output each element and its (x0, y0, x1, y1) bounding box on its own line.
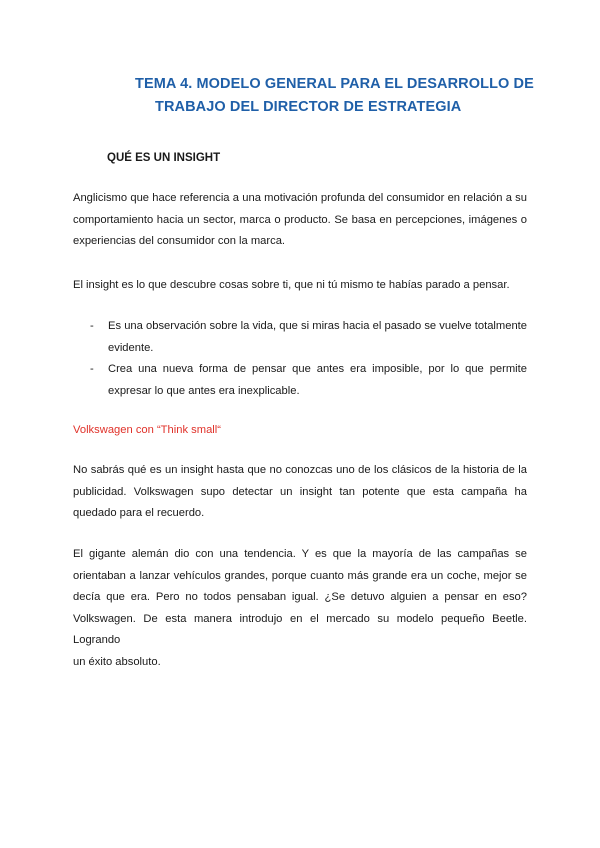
paragraph-line: comportamiento hacia un sector, marca o producto. Se basa en percepciones, imágenes o (73, 213, 527, 226)
bullet-dash: - (90, 363, 94, 375)
list-item-line: Crea una nueva forma de pensar que antes era imposible, por lo que permite (108, 363, 527, 375)
list-item-line: expresar lo que antes era inexplicable. (108, 384, 300, 397)
paragraph-line: decía que era. Pero no todos pensaban igual. ¿Se detuvo alguien a pensar en eso? (73, 591, 527, 603)
paragraph-insight-meaning (73, 275, 527, 297)
paragraph-volkswagen-story (73, 544, 527, 673)
bullet-list (73, 316, 527, 402)
paragraph-line: orientaban a lanzar vehículos grandes, porque cuanto más grande era un coche, mejor se (73, 569, 527, 582)
paragraph-line: El gigante alemán dio con una tendencia. Y es que la mayoría de las campañas se (73, 548, 527, 560)
list-item-line: evidente. (108, 341, 154, 354)
list-item (73, 316, 527, 359)
subheading-volkswagen: Volkswagen con “Think small“ (73, 424, 221, 436)
document-title-line-1: TEMA 4. MODELO GENERAL PARA EL DESARROLLO DE (135, 76, 534, 92)
paragraph-definition (73, 188, 527, 253)
bullet-dash: - (90, 320, 94, 332)
paragraph-line: No sabrás qué es un insight hasta que no conozcas uno de los clásicos de la historia de la (73, 464, 527, 476)
paragraph-line: publicidad. Volkswagen supo detectar un insight tan potente que esta campaña ha (73, 485, 527, 498)
document-title-line-2: TRABAJO DEL DIRECTOR DE ESTRATEGIA (155, 99, 462, 115)
paragraph-line: Volkswagen. De esta manera introdujo en el mercado su modelo pequeño Beetle. Logrando (73, 612, 527, 646)
paragraph-line: experiencias del consumidor con la marca. (73, 235, 286, 247)
list-item-line: Es una observación sobre la vida, que si miras hacia el pasado se vuelve totalmente (108, 320, 527, 332)
paragraph-line: Anglicismo que hace referencia a una motivación profunda del consumidor en relación a su (73, 192, 527, 204)
paragraph-line: El insight es lo que descubre cosas sobre ti, que ni tú mismo te habías parado a pensar. (73, 279, 510, 291)
list-item (73, 359, 527, 402)
paragraph-line: un éxito absoluto. (73, 655, 161, 668)
section-heading-insight: QUÉ ES UN INSIGHT (107, 152, 221, 164)
paragraph-volkswagen-intro (73, 460, 527, 525)
paragraph-line: quedado para el recuerdo. (73, 507, 205, 519)
